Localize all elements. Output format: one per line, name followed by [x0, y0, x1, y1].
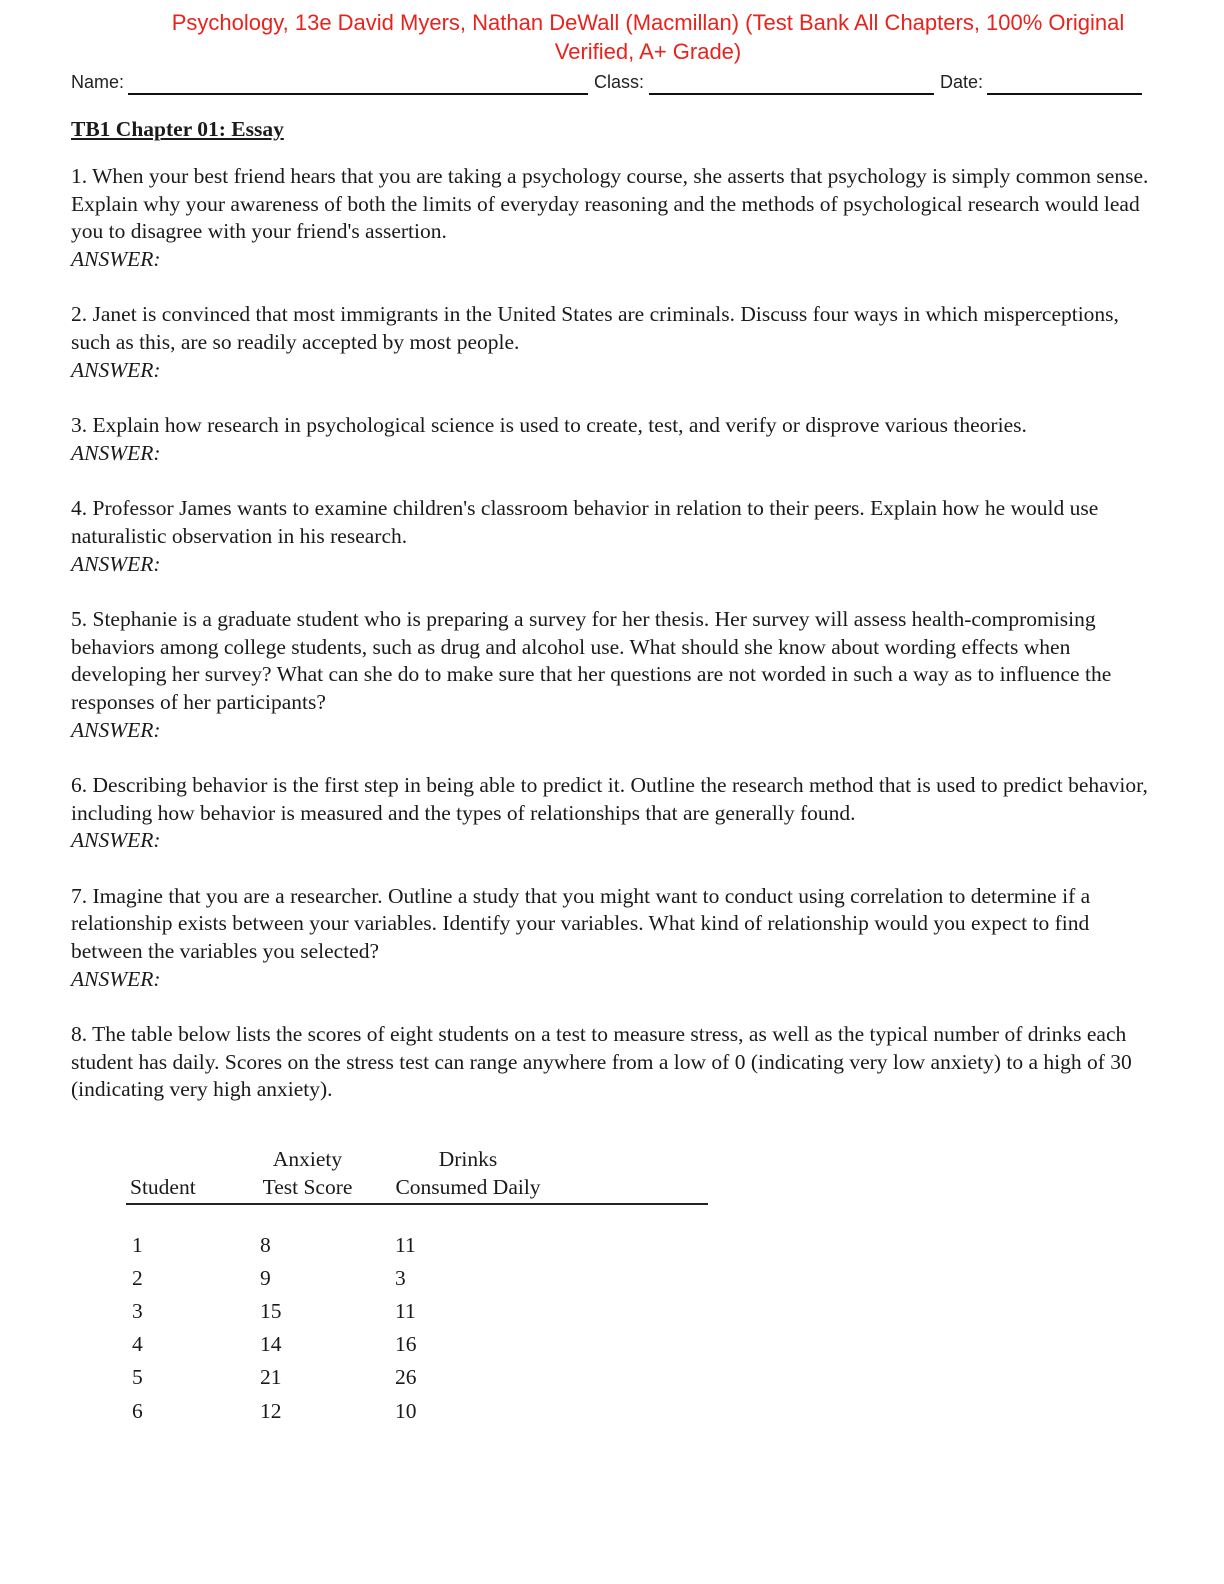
question-4	[71, 495, 1161, 578]
column-header-drinks-line1: Drinks	[438, 1147, 498, 1171]
answer-label: ANSWER:	[71, 717, 161, 742]
column-header-drinks-line2: Consumed Daily	[395, 1175, 541, 1199]
question-text: 8. The table below lists the scores of eight students on a test to measure stress, as well as the typical number of drinks each student has daily. Scores on the stress test can range anywhere from a low of 0 (indicating very low anxiety) to a high of 30 (indicating very high anxiety).	[71, 1022, 1132, 1102]
question-5	[71, 606, 1161, 744]
question-1	[71, 163, 1161, 273]
table-cell-anxiety: 9	[260, 1266, 271, 1290]
table-cell-student: 3	[132, 1299, 143, 1323]
essay-content	[71, 112, 1161, 1104]
table-cell-student: 5	[132, 1365, 143, 1389]
column-header-student: Student	[130, 1175, 196, 1199]
question-2	[71, 301, 1161, 384]
class-label: Class:	[594, 72, 645, 92]
date-field-line[interactable]	[987, 93, 1142, 95]
table-cell-drinks: 3	[395, 1266, 406, 1290]
table-cell-drinks: 10	[395, 1399, 417, 1423]
question-6	[71, 772, 1161, 855]
column-header-anxiety-line1: Anxiety	[272, 1147, 343, 1171]
table-header-rule	[126, 1203, 708, 1205]
answer-label: ANSWER:	[71, 440, 161, 465]
date-label: Date:	[940, 72, 984, 92]
table-cell-student: 1	[132, 1233, 143, 1257]
table-cell-drinks: 16	[395, 1332, 417, 1356]
question-text: 6. Describing behavior is the first step in being able to predict it. Outline the research method that is used to predict behavior, including how behavior is measured and the types of relationships that are generally found.	[71, 773, 1148, 825]
table-cell-anxiety: 14	[260, 1332, 282, 1356]
table-cell-anxiety: 15	[260, 1299, 282, 1323]
banner-line-1: Psychology, 13e David Myers, Nathan DeWall (Macmillan) (Test Bank All Chapters, 100% Original	[171, 10, 1125, 35]
answer-label: ANSWER:	[71, 551, 161, 576]
banner-line-2: Verified, A+ Grade)	[554, 39, 742, 64]
question-text: 4. Professor James wants to examine children's classroom behavior in relation to their peers. Explain how he would use naturalistic observation in his research.	[71, 496, 1099, 548]
question-text: 3. Explain how research in psychological science is used to create, test, and verify or disprove various theories.	[71, 413, 1027, 438]
table-cell-drinks: 26	[395, 1365, 417, 1389]
table-cell-anxiety: 21	[260, 1365, 282, 1389]
document-banner	[120, 8, 1176, 66]
chapter-title: TB1 Chapter 01: Essay	[71, 117, 284, 141]
question-8	[71, 1021, 1161, 1104]
answer-label: ANSWER:	[71, 966, 161, 991]
table-cell-anxiety: 12	[260, 1399, 282, 1423]
question-7	[71, 883, 1161, 993]
answer-label: ANSWER:	[71, 246, 161, 271]
class-field-line[interactable]	[649, 93, 934, 95]
answer-label: ANSWER:	[71, 828, 161, 853]
table-cell-drinks: 11	[395, 1299, 416, 1323]
table-cell-anxiety: 8	[260, 1233, 271, 1257]
column-header-anxiety-line2: Test Score	[262, 1175, 353, 1199]
answer-label: ANSWER:	[71, 357, 161, 382]
name-label: Name:	[71, 72, 125, 92]
question-text: 5. Stephanie is a graduate student who is preparing a survey for her thesis. Her survey will assess health-compromising behaviors among college students, such as drug and alcohol use. What should she know about wording effects when developing her survey? What can she do to make sure that her questions are not worded in such a way as to influence the responses of her participants?	[71, 607, 1112, 714]
question-text: 1. When your best friend hears that you are taking a psychology course, she asserts that psychology is simply common sense. Explain why your awareness of both the limits of everyday reasoning and the methods of psychological research would lead you to disagree with your friend's assertion.	[71, 164, 1149, 244]
question-3	[71, 412, 1161, 467]
question-text: 2. Janet is convinced that most immigrants in the United States are criminals. Discuss four ways in which misperceptions, such as this, are so readily accepted by most people.	[71, 302, 1119, 354]
table-cell-student: 4	[132, 1332, 143, 1356]
question-text: 7. Imagine that you are a researcher. Outline a study that you might want to conduct using correlation to determine if a relationship exists between your variables. Identify your variables. What kind of relationship would you expect to find between the variables you selected?	[71, 883, 1091, 964]
table-cell-student: 2	[132, 1266, 143, 1290]
name-field-line[interactable]	[128, 93, 588, 95]
table-cell-student: 6	[132, 1399, 143, 1423]
table-cell-drinks: 11	[395, 1233, 416, 1257]
